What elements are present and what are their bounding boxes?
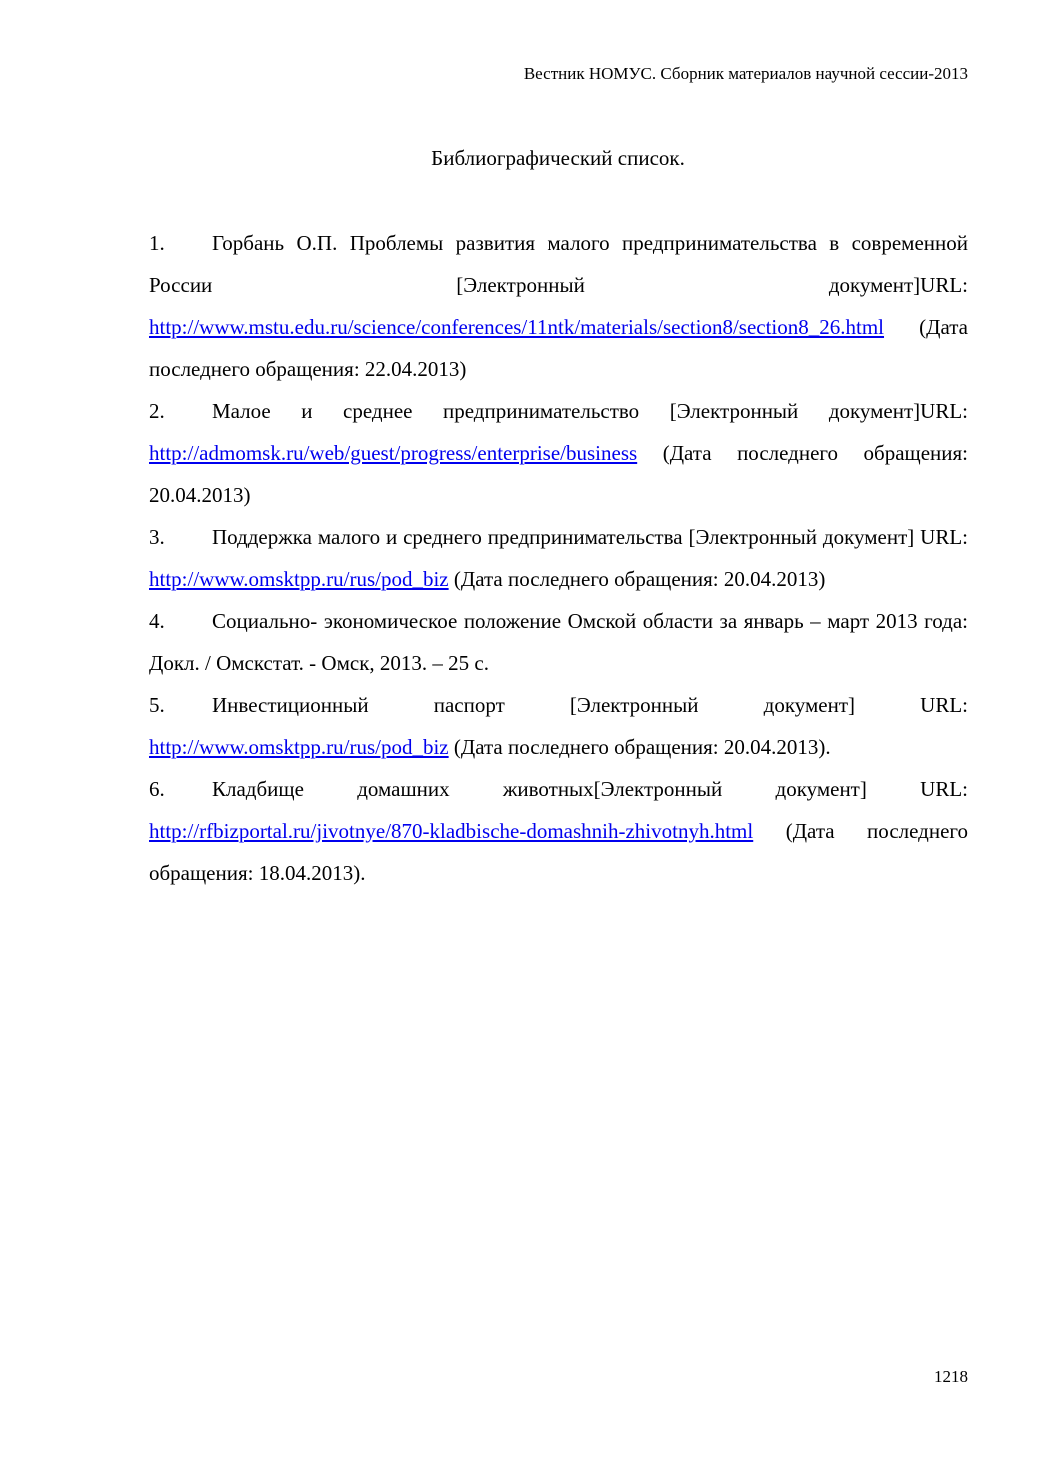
reference-item-5	[149, 684, 968, 768]
bibliography-title: Библиографический список.	[431, 146, 685, 170]
reference-text: Инвестиционный паспорт [Электронный документ] URL:	[212, 693, 968, 717]
reference-suffix: (Дата последнего обращения: 20.04.2013)	[149, 441, 968, 507]
reference-number: 1.	[149, 231, 165, 255]
reference-number: 3.	[149, 525, 165, 549]
reference-link[interactable]: http://www.omsktpp.ru/rus/pod_biz	[149, 735, 449, 759]
reference-link[interactable]: http://www.omsktpp.ru/rus/pod_biz	[149, 567, 449, 591]
reference-item-4	[149, 600, 968, 684]
reference-item-1	[149, 222, 968, 390]
reference-item-6	[149, 768, 968, 894]
reference-item-3	[149, 516, 968, 600]
reference-suffix: (Дата последнего обращения: 20.04.2013)	[453, 567, 826, 591]
reference-number: 6.	[149, 777, 165, 801]
running-header: Вестник НОМУС. Сборник материалов научной сессии-2013	[523, 64, 968, 83]
reference-item-2	[149, 390, 968, 516]
reference-link[interactable]: http://www.mstu.edu.ru/science/conferences/11ntk/materials/section8/section8_26.html	[149, 315, 885, 339]
reference-number: 2.	[149, 399, 165, 423]
reference-list	[149, 222, 968, 894]
reference-number: 5.	[149, 693, 165, 717]
reference-suffix: (Дата последнего обращения: 22.04.2013)	[149, 315, 968, 381]
reference-link[interactable]: http://admomsk.ru/web/guest/progress/enterprise/business	[149, 441, 638, 465]
reference-text: Социально- экономическое положение Омской области за январь – март 2013 года: Докл. / Омскстат. - Омск, 2013. – 25 с.	[149, 609, 968, 675]
reference-number: 4.	[149, 609, 165, 633]
reference-text: Поддержка малого и среднего предпринимательства [Электронный документ] URL:	[212, 525, 968, 549]
page-number: 1218	[934, 1367, 968, 1386]
reference-link[interactable]: http://rfbizportal.ru/jivotnye/870-kladbische-domashnih-zhivotnyh.html	[149, 819, 754, 843]
reference-suffix: (Дата последнего обращения: 18.04.2013).	[149, 819, 968, 885]
reference-text: Малое и среднее предпринимательство [Электронный документ]URL:	[212, 399, 968, 423]
reference-text: Горбань О.П. Проблемы развития малого предпринимательства в современной России [Электронный документ]URL:	[149, 231, 968, 297]
reference-text: Кладбище домашних животных[Электронный документ] URL:	[212, 777, 968, 801]
reference-suffix: (Дата последнего обращения: 20.04.2013).	[453, 735, 831, 759]
